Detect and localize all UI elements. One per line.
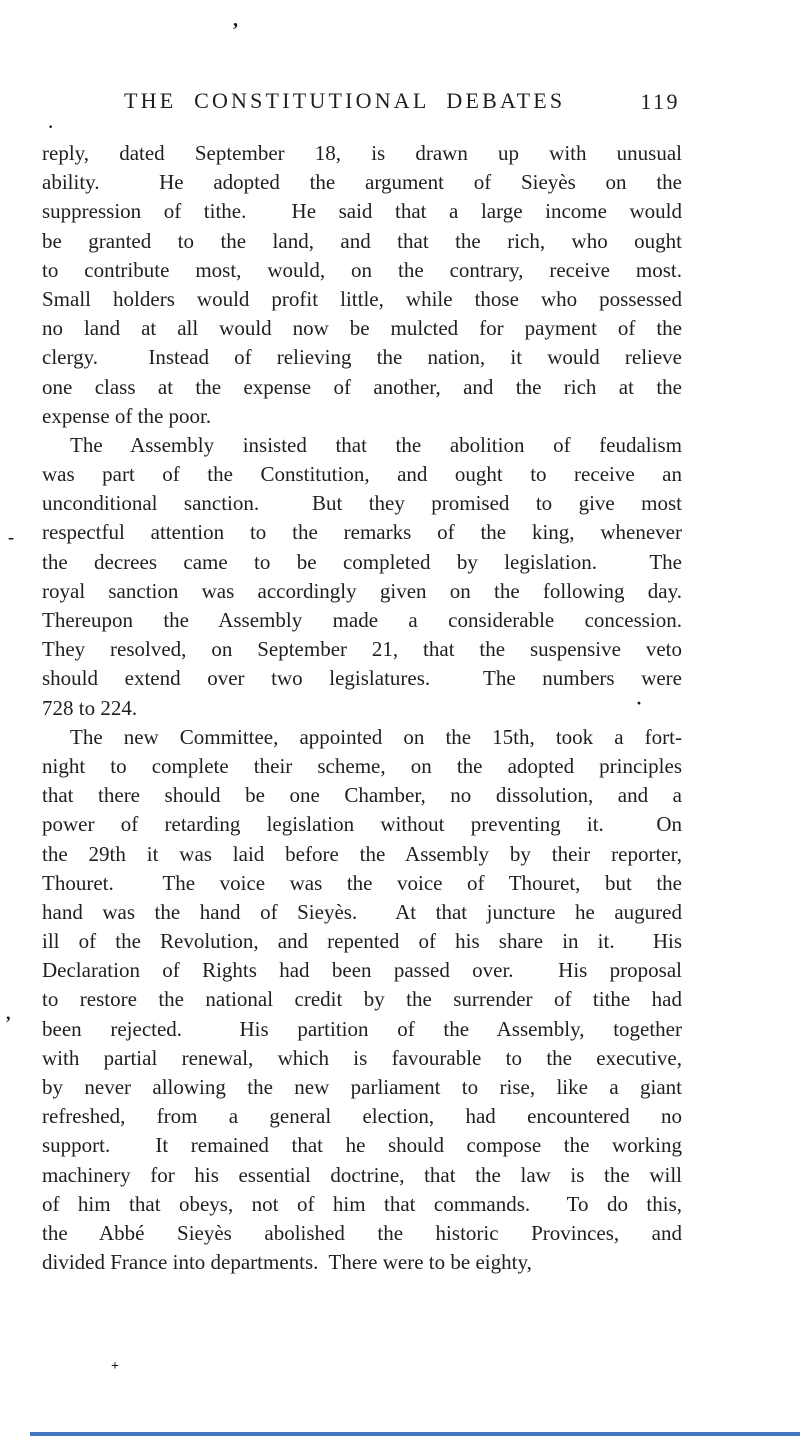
- ink-speck-cross: +: [111, 1359, 119, 1374]
- running-title: THE CONSTITUTIONAL DEBATES: [124, 88, 566, 113]
- text-line: be granted to the land, and that the rich, who ought: [42, 228, 682, 253]
- text-line: hand was the hand of Sieyès. At that juncture he augured: [42, 899, 682, 924]
- text-line: refreshed, from a general election, had encountered no: [42, 1104, 682, 1129]
- text-line: by never allowing the new parliament to rise, like a giant: [42, 1075, 682, 1099]
- text-line: ill of the Revolution, and repented of his share in it. His: [42, 929, 682, 954]
- text-line: reply, dated September 18, is drawn up with unusual: [42, 141, 682, 165]
- page-header: [42, 88, 682, 116]
- text-line: Small holders would profit little, while those who possessed: [42, 286, 682, 311]
- ink-speck-comma: ,: [6, 1003, 11, 1023]
- text-line: night to complete their scheme, on the adopted principles: [42, 753, 682, 778]
- text-line: should extend over two legislatures. The numbers were: [42, 666, 682, 691]
- page-number: 119: [640, 89, 680, 114]
- text-line: support. It remained that he should compose the working: [42, 1133, 682, 1158]
- text-line: divided France into departments. There were to be eighty,: [42, 1250, 532, 1275]
- text-line: the 29th it was laid before the Assembly by their reporter,: [42, 841, 682, 866]
- text-line: the Abbé Sieyès abolished the historic Provinces, and: [42, 1220, 682, 1245]
- text-line: with partial renewal, which is favourable to the executive,: [42, 1045, 682, 1070]
- text-line: ability. He adopted the argument of Sieyès on the: [42, 170, 682, 195]
- text-line: respectful attention to the remarks of the king, whenever: [42, 520, 682, 545]
- body-text: [42, 139, 682, 1277]
- text-line: clergy. Instead of relieving the nation, it would relieve: [42, 345, 682, 370]
- text-line: no land at all would now be mulcted for payment of the: [42, 316, 682, 341]
- text-line: They resolved, on September 21, that the suspensive veto: [42, 637, 682, 662]
- text-line: been rejected. His partition of the Assembly, together: [42, 1016, 682, 1041]
- text-line: Thereupon the Assembly made a considerable concession.: [42, 608, 682, 632]
- text-line: Declaration of Rights had been passed over. His proposal: [42, 958, 682, 983]
- ink-speck-dot-mid: ·: [636, 693, 643, 713]
- text-line: of him that obeys, not of him that commands. To do this,: [42, 1191, 682, 1216]
- text-line: unconditional sanction. But they promised to give most: [42, 491, 682, 516]
- text-line: Thouret. The voice was the voice of Thouret, but the: [42, 870, 682, 895]
- text-line: expense of the poor.: [42, 403, 212, 428]
- text-line: was part of the Constitution, and ought to receive an: [42, 462, 682, 487]
- text-line: machinery for his essential doctrine, that the law is the will: [42, 1162, 682, 1187]
- text-line: one class at the expense of another, and the rich at the: [42, 374, 682, 399]
- text-line: the decrees came to be completed by legislation. The: [42, 549, 682, 574]
- text-line: 728 to 224.: [42, 695, 138, 720]
- ink-speck-dot-top: ·: [48, 119, 54, 136]
- text-line: to restore the national credit by the surrender of tithe had: [42, 987, 682, 1012]
- text-line: royal sanction was accordingly given on the following day.: [42, 578, 682, 603]
- text-line: that there should be one Chamber, no dissolution, and a: [42, 783, 682, 808]
- text-line: power of retarding legislation without preventing it. On: [42, 812, 682, 837]
- text-line: suppression of tithe. He said that a large income would: [42, 199, 682, 224]
- ink-speck-apostrophe: ’: [232, 19, 239, 41]
- ink-speck-dash: -: [8, 527, 14, 547]
- text-line: to contribute most, would, on the contrary, receive most.: [42, 257, 682, 282]
- scan-edge-line: [30, 1432, 800, 1436]
- text-line: The Assembly insisted that the abolition of feudalism: [70, 432, 682, 457]
- text-line: The new Committee, appointed on the 15th, took a fort-: [70, 724, 682, 749]
